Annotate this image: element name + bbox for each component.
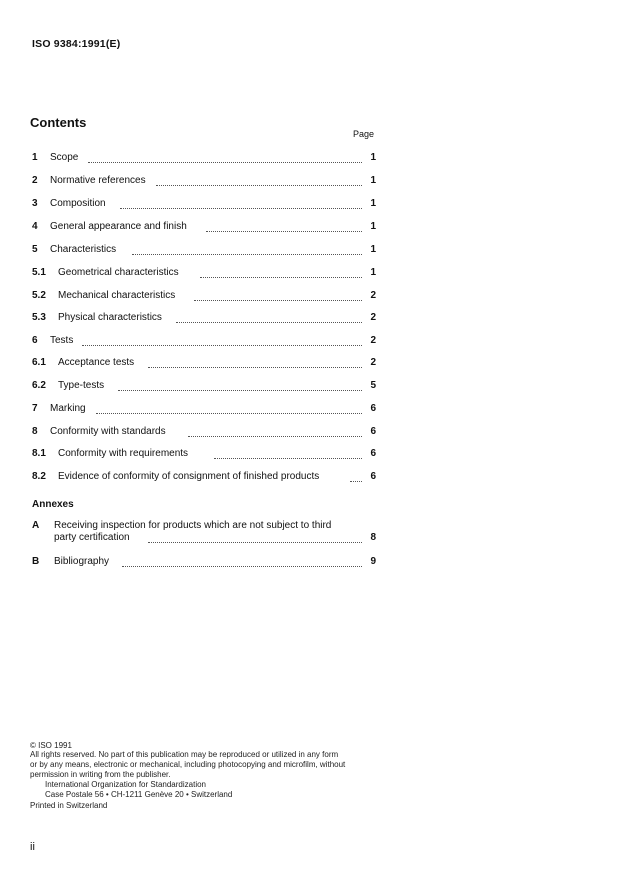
toc-leader	[214, 457, 362, 459]
toc-page: 1	[370, 267, 376, 278]
toc-page: 1	[370, 198, 376, 209]
copyright-notice: © ISO 1991	[30, 741, 72, 750]
toc-leader	[88, 161, 362, 163]
annex-entry[interactable]	[32, 556, 376, 568]
toc-number: 2	[32, 175, 38, 186]
toc-leader	[194, 299, 362, 301]
annex-entry[interactable]	[32, 520, 376, 544]
toc-number: 6.1	[32, 357, 46, 368]
toc-title: Composition	[50, 198, 112, 210]
toc-title: Acceptance tests	[58, 357, 140, 369]
toc-number: 5.1	[32, 267, 46, 278]
toc-leader	[176, 321, 362, 323]
annex-page: 8	[370, 532, 376, 543]
toc-entry[interactable]	[32, 244, 376, 256]
toc-leader	[120, 207, 362, 209]
toc-number: 8.2	[32, 471, 46, 482]
toc-number: 8.1	[32, 448, 46, 459]
toc-leader	[148, 541, 362, 543]
toc-entry[interactable]	[32, 426, 376, 438]
toc-page: 6	[370, 426, 376, 437]
toc-entry[interactable]	[32, 290, 376, 302]
toc-number: 6	[32, 335, 38, 346]
toc-page: 2	[370, 312, 376, 323]
toc-title: Mechanical characteristics	[58, 290, 181, 302]
toc-number: 4	[32, 221, 38, 232]
toc-page: 6	[370, 471, 376, 482]
toc-entry[interactable]	[32, 221, 376, 233]
toc-entry[interactable]	[32, 403, 376, 415]
toc-leader	[156, 184, 362, 186]
toc-page: 2	[370, 357, 376, 368]
toc-title: Marking	[50, 403, 92, 415]
toc-leader	[188, 435, 362, 437]
toc-title: Scope	[50, 152, 84, 164]
toc-entry[interactable]	[32, 380, 376, 392]
toc-leader	[132, 253, 362, 255]
toc-page: 5	[370, 380, 376, 391]
annex-letter: A	[32, 520, 40, 531]
toc-entry[interactable]	[32, 471, 376, 483]
toc-entry[interactable]	[32, 175, 376, 187]
toc-entry[interactable]	[32, 357, 376, 369]
toc-title: Normative references	[50, 175, 152, 187]
toc-title: General appearance and finish	[50, 221, 193, 233]
toc-number: 5	[32, 244, 38, 255]
toc-number: 5.3	[32, 312, 46, 323]
toc-leader	[118, 389, 362, 391]
toc-title: Conformity with requirements	[58, 448, 194, 460]
toc-leader	[96, 412, 362, 414]
page-number: ii	[30, 841, 35, 853]
annex-page: 9	[370, 556, 376, 567]
toc-entry[interactable]	[32, 267, 376, 279]
toc-title: Characteristics	[50, 244, 122, 256]
toc-title: Type-tests	[58, 380, 110, 392]
toc-entry[interactable]	[32, 198, 376, 210]
toc-page: 1	[370, 175, 376, 186]
toc-page: 2	[370, 335, 376, 346]
rights-line: All rights reserved. No part of this publication may be reproduced or utilized in any form	[30, 750, 339, 759]
toc-entry[interactable]	[32, 312, 376, 324]
toc-title: Tests	[50, 335, 79, 347]
toc-number: 8	[32, 426, 38, 437]
toc-leader	[122, 565, 362, 567]
annex-title-line2: party certification	[54, 532, 136, 544]
document-id: ISO 9384:1991(E)	[32, 38, 121, 50]
toc-page: 1	[370, 221, 376, 232]
toc-leader	[350, 480, 362, 482]
rights-line: or by any means, electronic or mechanical, including photocopying and microfilm, without	[30, 760, 346, 769]
annex-title: Bibliography	[54, 556, 115, 568]
toc-title: Evidence of conformity of consignment of finished products	[58, 471, 325, 483]
toc-leader	[148, 366, 362, 368]
toc-title: Conformity with standards	[50, 426, 172, 438]
organization-address: Case Postale 56 • CH-1211 Genève 20 • Switzerland	[45, 790, 233, 799]
toc-page: 2	[370, 290, 376, 301]
toc-page: 6	[370, 403, 376, 414]
contents-heading: Contents	[30, 115, 87, 130]
annexes-heading: Annexes	[32, 499, 74, 510]
toc-leader	[82, 344, 362, 346]
printed-in: Printed in Switzerland	[30, 801, 108, 810]
toc-entry[interactable]	[32, 448, 376, 460]
toc-number: 6.2	[32, 380, 46, 391]
annex-title-line1: Receiving inspection for products which are not subject to third	[54, 520, 337, 532]
toc-leader	[200, 276, 362, 278]
toc-leader	[206, 230, 362, 232]
toc-title: Geometrical characteristics	[58, 267, 185, 279]
toc-entry[interactable]	[32, 335, 376, 347]
toc-page: 6	[370, 448, 376, 459]
annex-letter: B	[32, 556, 40, 567]
toc-number: 5.2	[32, 290, 46, 301]
toc-number: 7	[32, 403, 38, 414]
organization-name: International Organization for Standardization	[45, 780, 206, 789]
toc-number: 1	[32, 152, 38, 163]
rights-line: permission in writing from the publisher.	[30, 770, 171, 779]
toc-page: 1	[370, 152, 376, 163]
page-column-label: Page	[353, 129, 375, 139]
toc-number: 3	[32, 198, 38, 209]
toc-title: Physical characteristics	[58, 312, 168, 324]
toc-entry[interactable]	[32, 152, 376, 164]
toc-page: 1	[370, 244, 376, 255]
